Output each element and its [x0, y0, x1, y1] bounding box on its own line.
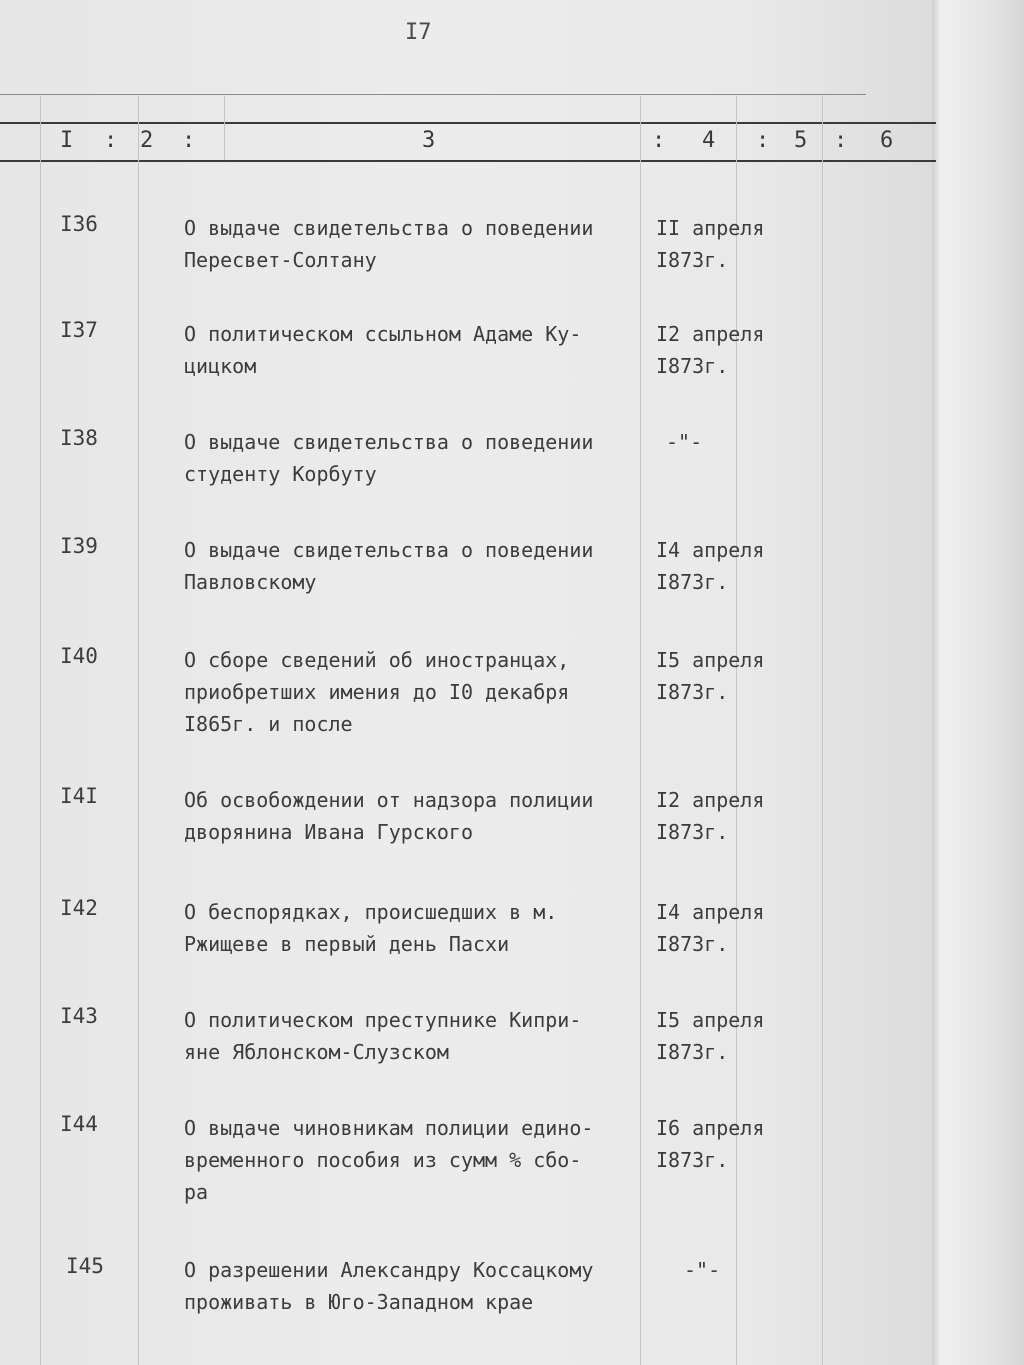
row-description: О беспорядках, происшедших в м. Ржищеве в первый день Пасхи: [184, 900, 558, 956]
row-date: I4 апреля I873г.: [656, 900, 765, 956]
row-number: I42: [60, 896, 98, 920]
row-date: I6 апреля I873г.: [656, 1116, 765, 1172]
row-date: I5 апреля I873г.: [656, 648, 765, 704]
header-col-1: I: [60, 128, 74, 153]
header-separator: :: [182, 128, 196, 153]
header-bottom-rule: [0, 160, 936, 162]
row-number: I36: [60, 212, 98, 236]
table-header: [0, 124, 936, 160]
header-separator: :: [834, 128, 848, 153]
row-description: Об освобождении от надзора полиции дворянина Ивана Гурского: [184, 788, 594, 844]
row-description: О выдаче свидетельства о поведении Павловскому: [184, 538, 594, 594]
row-number: I37: [60, 318, 98, 342]
row-date: -"-: [684, 1258, 721, 1282]
row-number: I39: [60, 534, 98, 558]
column-rule: [138, 96, 139, 1365]
header-col-2: 2: [140, 128, 154, 153]
header-separator: :: [652, 128, 666, 153]
row-number: I45: [66, 1254, 104, 1278]
row-description: О политическом ссыльном Адаме Ку- цицком: [184, 322, 582, 378]
row-number: I40: [60, 644, 98, 668]
column-rule: [40, 96, 41, 1365]
header-separator: :: [756, 128, 770, 153]
row-date: -"-: [666, 430, 703, 454]
column-rule: [822, 96, 823, 1365]
row-number: I44: [60, 1112, 98, 1136]
row-description: О политическом преступнике Кипри- яне Яблонском-Слузском: [184, 1008, 582, 1064]
top-rule: [0, 94, 866, 95]
row-date: I2 апреля I873г.: [656, 322, 765, 378]
row-date: I4 апреля I873г.: [656, 538, 765, 594]
row-description: О выдаче свидетельства о поведении студенту Корбуту: [184, 430, 594, 486]
row-description: О выдаче свидетельства о поведении Пересвет-Солтану: [184, 216, 594, 272]
row-description: О разрешении Александру Коссацкому проживать в Юго-Западном крае: [184, 1258, 594, 1314]
header-separator: :: [104, 128, 118, 153]
row-number: I43: [60, 1004, 98, 1028]
header-col-3: 3: [422, 128, 436, 153]
row-date: II апреля I873г.: [656, 216, 765, 272]
page-number: I7: [405, 20, 432, 45]
row-date: I2 апреля I873г.: [656, 788, 765, 844]
row-date: I5 апреля I873г.: [656, 1008, 765, 1064]
row-number: I38: [60, 426, 98, 450]
row-description: О выдаче чиновникам полиции едино- временного пособия из сумм % сбо- ра: [184, 1116, 594, 1204]
header-col-4: 4: [702, 128, 716, 153]
header-col-6: 6: [880, 128, 894, 153]
header-col-5: 5: [794, 128, 808, 153]
row-number: I4I: [60, 784, 98, 808]
row-description: О сборе сведений об иностранцах, приобретших имения до I0 декабря I865г. и после: [184, 648, 570, 736]
underlying-page-edge: [932, 0, 1024, 1365]
